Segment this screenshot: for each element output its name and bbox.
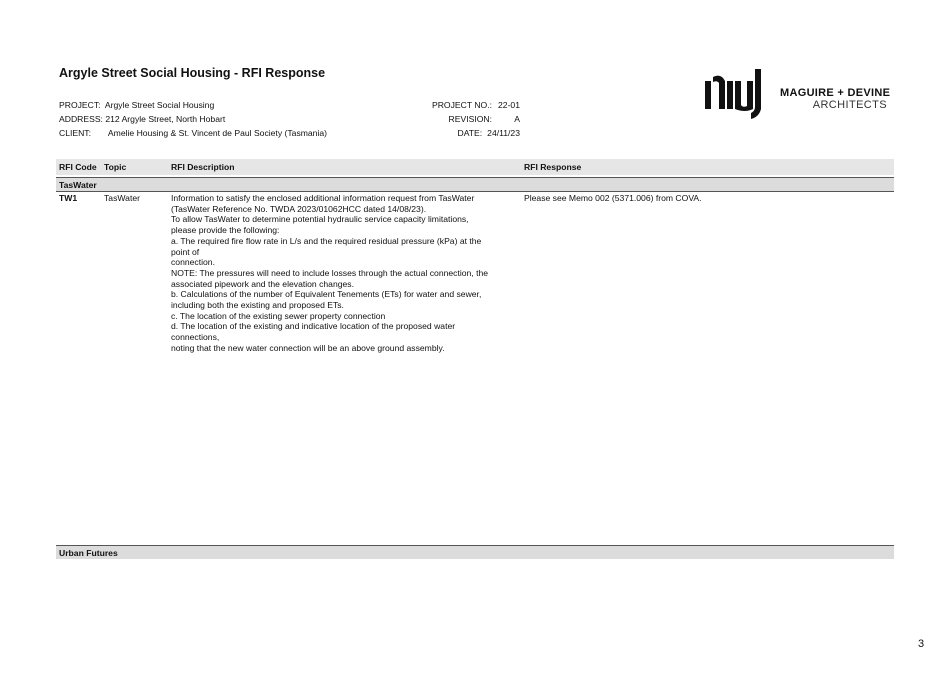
date-row — [400, 126, 520, 140]
logo-wordmark — [780, 87, 890, 111]
description-line: NOTE: The pressures will need to include losses through the actual connection, the — [171, 267, 489, 278]
date-label: DATE: — [457, 128, 483, 138]
description-line: d. The location of the existing and indicative location of the proposed water — [171, 321, 456, 332]
rfi-code: TW1 — [59, 193, 78, 203]
section-title: Urban Futures — [59, 548, 118, 558]
company-logo — [704, 67, 894, 123]
description-line: including both the existing and proposed ETs. — [171, 300, 344, 311]
project-row — [59, 98, 327, 112]
page-number: 3 — [918, 638, 925, 650]
description-line: To allow TasWater to determine potential hydraulic service capacity limitations, — [171, 214, 469, 225]
project-label: PROJECT: — [59, 100, 101, 110]
project-value: Argyle Street Social Housing — [104, 100, 215, 110]
description-line: (TasWater Reference No. TWDA 2023/01062HCC dated 14/08/23). — [171, 203, 427, 214]
project-no-label: PROJECT NO.: — [431, 100, 492, 110]
description-line: associated pipework and the elevation changes. — [171, 278, 354, 289]
description-line: c. The location of the existing sewer property connection — [171, 310, 386, 321]
rfi-description — [171, 193, 511, 354]
project-no-value: 22-01 — [498, 100, 520, 110]
description-line: point of — [171, 246, 200, 257]
table-header — [56, 159, 894, 175]
section-title: TasWater — [59, 180, 97, 190]
revision-row — [400, 112, 520, 126]
description-line: connection. — [171, 257, 215, 268]
logo-line2: ARCHITECTS — [812, 99, 887, 111]
date-value: 24/11/23 — [487, 128, 520, 138]
section-urban-futures — [56, 545, 894, 559]
header-topic: Topic — [104, 162, 127, 172]
project-meta-left — [59, 98, 327, 140]
client-label: CLIENT: — [59, 128, 91, 138]
rfi-topic: TasWater — [104, 193, 140, 203]
header-rfi-code: RFI Code — [59, 162, 97, 172]
client-value: Amelie Housing & St. Vincent de Paul Society (Tasmania) — [107, 128, 328, 138]
project-no-row — [400, 98, 520, 112]
client-row — [59, 126, 327, 140]
header-rfi-response: RFI Response — [524, 162, 582, 172]
description-line: please provide the following: — [171, 225, 280, 236]
description-line: b. Calculations of the number of Equivalent Tenements (ETs) for water and sewer, — [171, 289, 482, 300]
address-value: 212 Argyle Street, North Hobart — [105, 114, 226, 124]
logo-line1: MAGUIRE + DEVINE — [780, 87, 891, 99]
section-taswater — [56, 177, 894, 192]
description-line: a. The required fire flow rate in L/s and the required residual pressure (kPa) at the — [171, 235, 482, 246]
logo-mark-icon — [704, 67, 768, 123]
address-label: ADDRESS: — [59, 114, 103, 124]
description-line: Information to satisfy the enclosed additional information request from TasWater — [171, 193, 475, 203]
revision-value: A — [514, 114, 520, 124]
project-meta-right — [400, 98, 520, 140]
rfi-response: Please see Memo 002 (5371.006) from COVA. — [524, 193, 702, 203]
address-row — [59, 112, 327, 126]
revision-label: REVISION: — [448, 114, 492, 124]
description-line: connections, — [171, 332, 220, 343]
header-rfi-description: RFI Description — [171, 162, 235, 172]
document-title: Argyle Street Social Housing - RFI Response — [59, 66, 326, 80]
description-line: noting that the new water connection will be an above ground assembly. — [171, 342, 445, 353]
